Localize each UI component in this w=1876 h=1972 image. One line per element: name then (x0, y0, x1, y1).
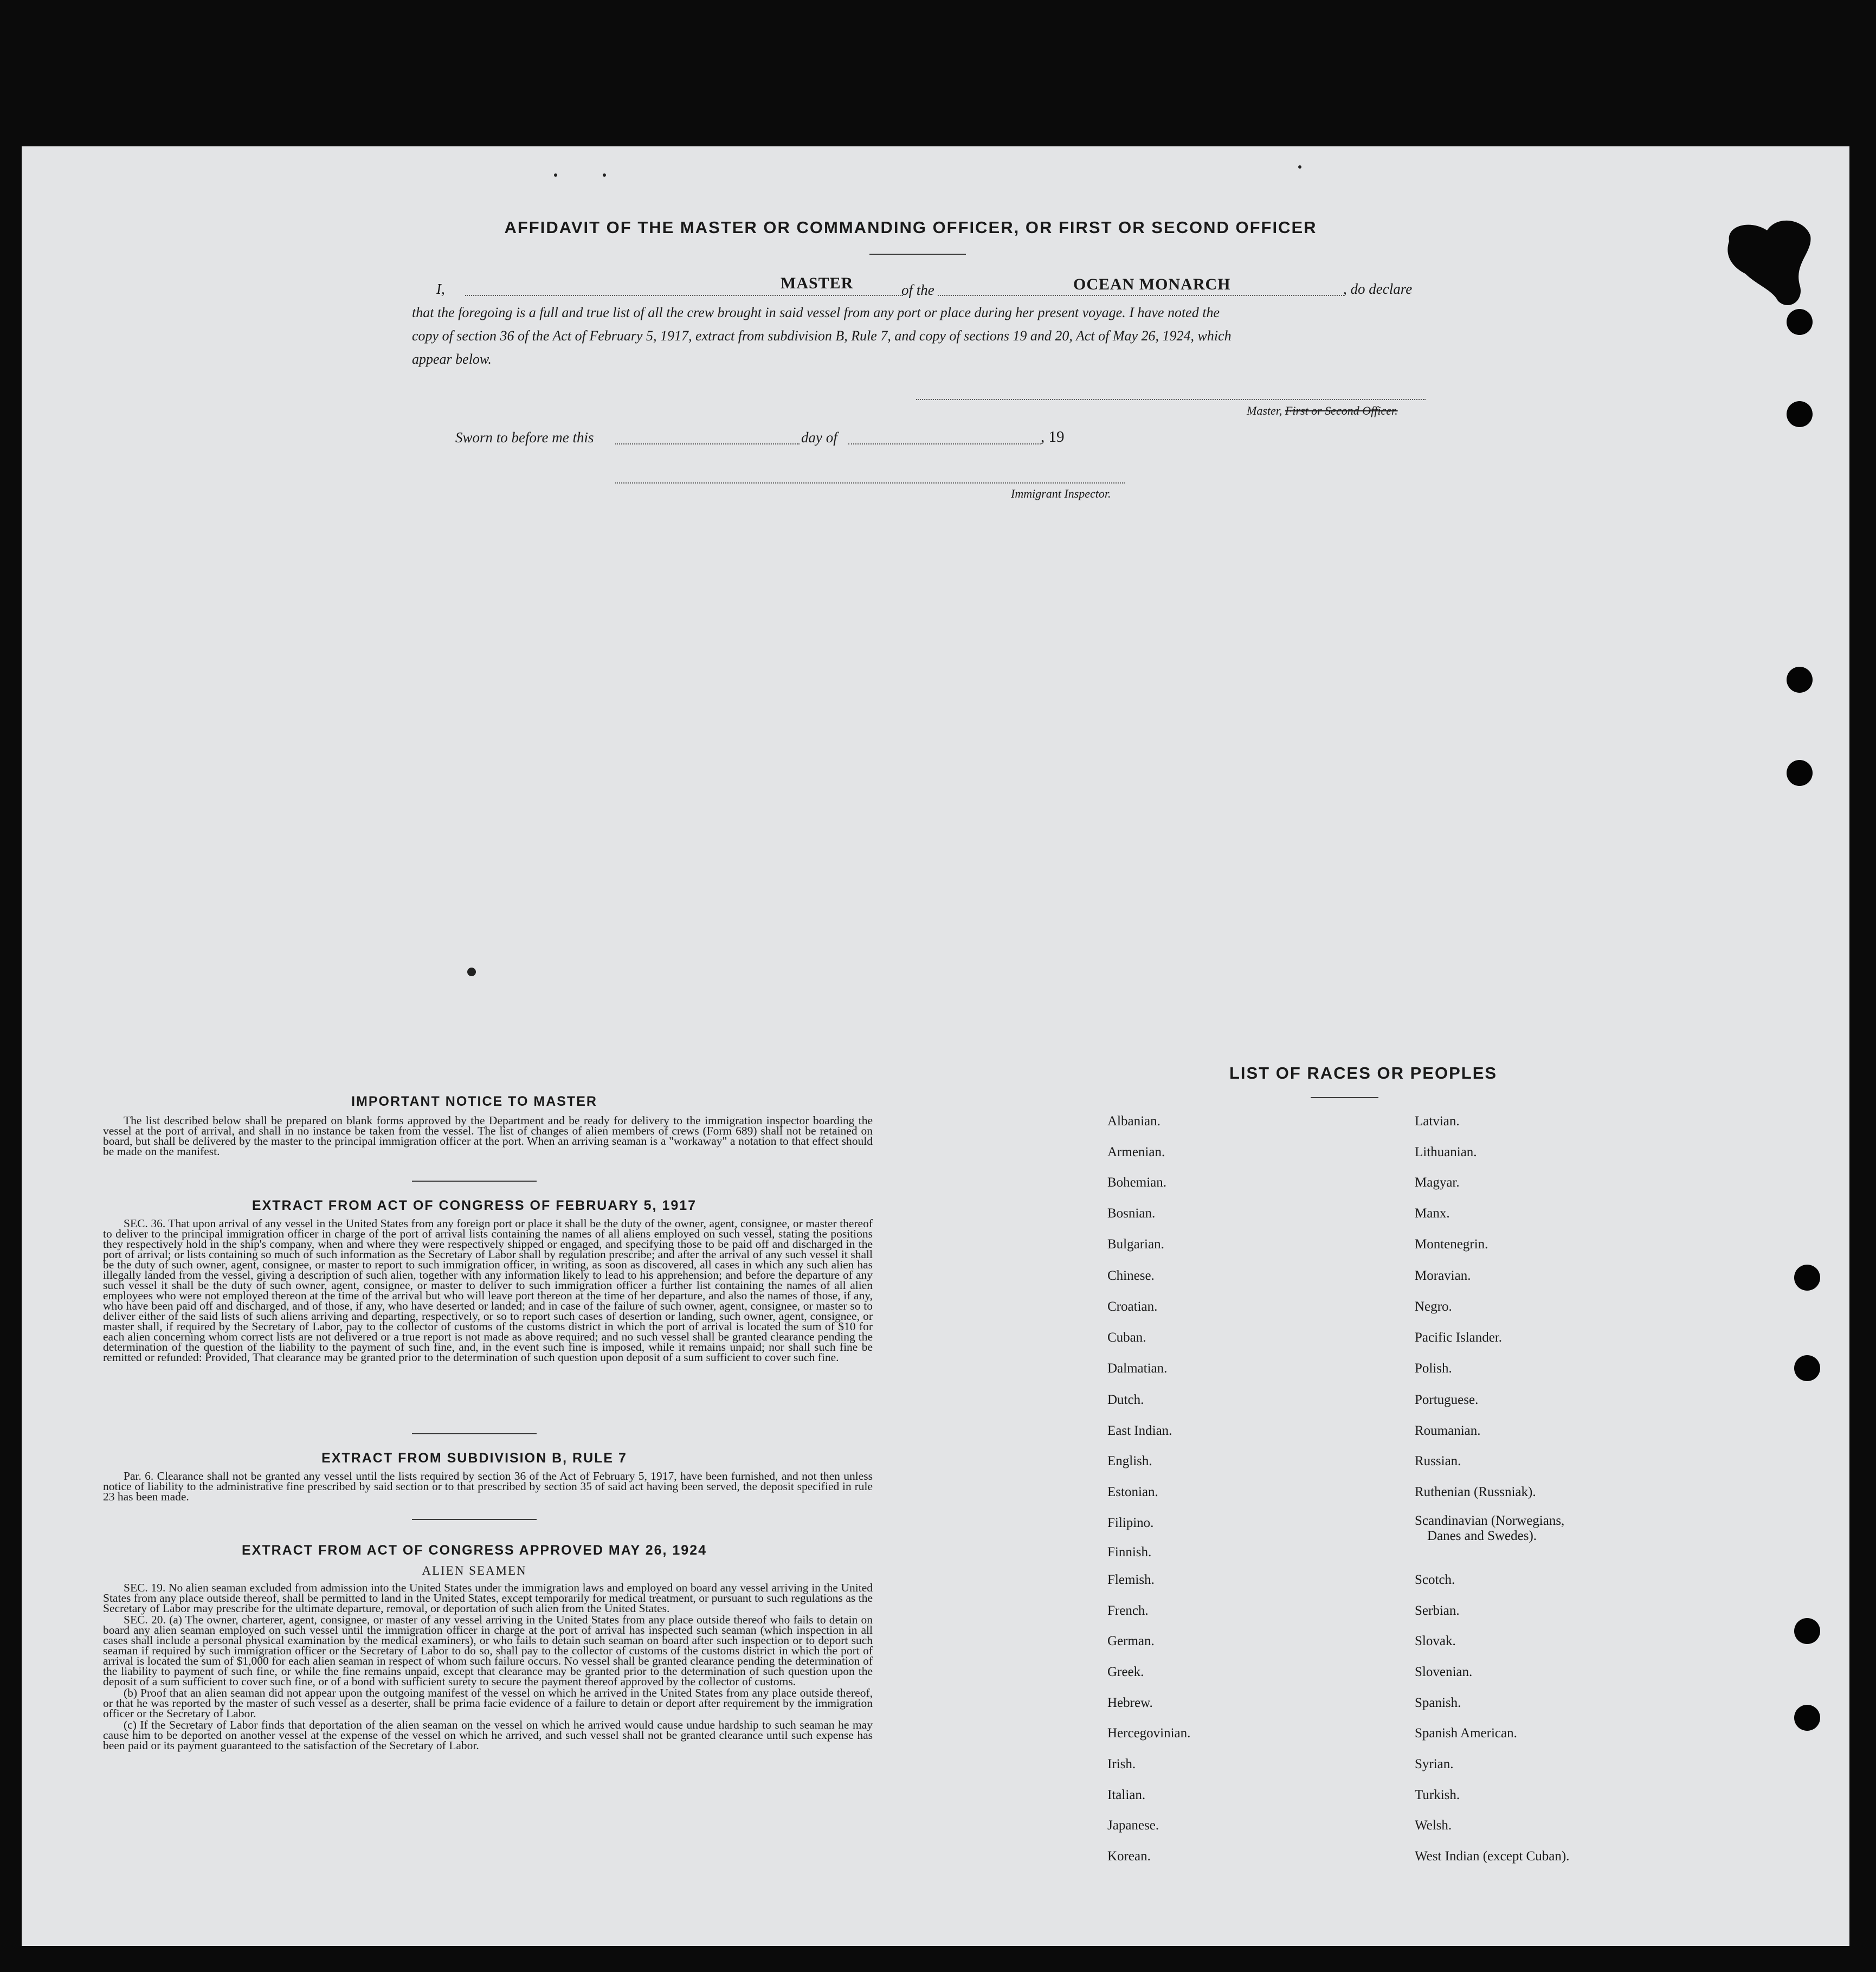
race-item: Lithuanian. (1415, 1145, 1477, 1159)
punch-hole (1787, 309, 1813, 335)
punch-hole (1787, 667, 1813, 693)
sworn-prefix: Sworn to before me this (455, 429, 594, 446)
race-item: German. (1107, 1634, 1155, 1648)
race-item: Danes and Swedes). (1427, 1529, 1537, 1543)
section-divider (412, 1181, 537, 1182)
punch-hole (1794, 1618, 1820, 1644)
extract-1924-sec20a: SEC. 20. (a) The owner, charterer, agent, consignee, or master of any vessel arriving in the United States from any place outside thereof who fails to detain on board any alien seaman employed on such vessel until the immigration officer in charge at the port of arrival has inspected such seaman (which inspection in all cases shall include a personal physical examination by the medical examiners), or who fails to detain such seaman on board after such inspection or to deport such seaman if required by such immigration officer or the Secretary of Labor to do so, shall pay to the collector of customs of the customs district in which the port of arrival is located the sum of $1,000 for each alien seaman in respect of whom such failure occurs. No vessel shall be granted clearance pending the determination of the liability to payment of such fine, or while the fine remains unpaid, except that clearance may be granted prior to the determination of such question upon the deposit of a sum sufficient to cover such fine, or of a bond with sufficient surety to secure the payment thereof approved by the collector of customs. (103, 1613, 873, 1688)
extract-1917-text (103, 1219, 873, 1364)
section-divider (412, 1433, 537, 1434)
race-item: Albanian. (1107, 1114, 1161, 1129)
race-item: Korean. (1107, 1849, 1151, 1864)
signature-caption-prefix: Master, (1247, 404, 1285, 417)
race-item: Chinese. (1107, 1268, 1155, 1283)
race-item: Latvian. (1415, 1114, 1460, 1129)
notice-title: IMPORTANT NOTICE TO MASTER (351, 1094, 597, 1109)
filled-vessel: OCEAN MONARCH (1073, 275, 1231, 293)
affidavit-line-3: copy of section 36 of the Act of February 5, 1917, extract from subdivision B, Rule 7, and copy of sections 19 and 20, Act of May 26, 1924, which (412, 328, 1232, 344)
punch-hole (1794, 1705, 1820, 1731)
race-item: Japanese. (1107, 1818, 1159, 1833)
race-item: Turkish. (1415, 1788, 1460, 1802)
extract-1924-title: EXTRACT FROM ACT OF CONGRESS APPROVED MAY 26, 1924 (241, 1543, 707, 1558)
signature-caption-struck: First or Second Officer. (1285, 404, 1398, 417)
affidavit-line-4: appear below. (412, 351, 492, 367)
notice-text (103, 1116, 873, 1158)
extract-1917-title: EXTRACT FROM ACT OF CONGRESS OF FEBRUARY 5, 1917 (252, 1198, 697, 1213)
race-item: Dutch. (1107, 1393, 1144, 1407)
race-item: Hebrew. (1107, 1696, 1153, 1710)
speck (1298, 165, 1301, 169)
race-item: Welsh. (1415, 1818, 1452, 1833)
extract-1924-subtitle: ALIEN SEAMEN (422, 1564, 527, 1577)
day-of-label: day of (801, 429, 837, 446)
race-item: Italian. (1107, 1788, 1146, 1802)
affidavit-title: AFFIDAVIT OF THE MASTER OR COMMANDING OFFICER, OR FIRST OR SECOND OFFICER (504, 218, 1317, 237)
race-item: Estonian. (1107, 1485, 1158, 1499)
speck (603, 173, 606, 177)
race-item: Cuban. (1107, 1330, 1146, 1345)
extract-1924-sec19: SEC. 19. No alien seaman excluded from admission into the United States under the immigration laws and employed on board any vessel arriving in the United States from any place outside thereof, shall be permitted to land in the United States, except temporarily for medical treatment, or pursuant to such regulations as the Secretary of Labor may prescribe for the ultimate departure, removal, or deportation of such alien from the United States. (103, 1581, 873, 1615)
race-item: Filipino. (1107, 1516, 1154, 1530)
speck (467, 968, 476, 976)
race-item: Hercegovinian. (1107, 1726, 1191, 1741)
sworn-day-line (615, 443, 800, 444)
vessel-line (938, 295, 1344, 296)
race-item: West Indian (except Cuban). (1415, 1849, 1570, 1864)
race-item: Bulgarian. (1107, 1237, 1164, 1252)
signature-caption (1247, 404, 1398, 418)
race-item: Slovenian. (1415, 1665, 1473, 1679)
race-item: East Indian. (1107, 1423, 1172, 1438)
of-the-label: of the (901, 282, 934, 298)
race-item: Polish. (1415, 1361, 1452, 1376)
race-item: Montenegrin. (1415, 1237, 1488, 1252)
race-item: Manx. (1415, 1206, 1450, 1221)
race-item: Moravian. (1415, 1268, 1471, 1283)
extract-rule7-paragraph: Par. 6. Clearance shall not be granted any vessel until the lists required by section 36 of the Act of February 5, 1917, have been furnished, and not then unless notice of liability to the administrative fine prescribed by said section or to that prescribed by section 35 of said act having been served, the deposit specified in rule 23 has been made. (103, 1470, 873, 1503)
race-item: Bohemian. (1107, 1175, 1167, 1190)
extract-1924-text (103, 1583, 873, 1752)
races-title-divider (1311, 1097, 1378, 1098)
race-item: Slovak. (1415, 1634, 1456, 1648)
title-divider (869, 254, 966, 255)
race-item: Armenian. (1107, 1145, 1165, 1159)
race-item: Pacific Islander. (1415, 1330, 1503, 1345)
ink-blot (1718, 209, 1816, 317)
notice-paragraph: The list described below shall be prepared on blank forms approved by the Department and be ready for delivery to the immigration inspector boarding the vessel at the port of arrival, and shall in no instance be taken from the vessel. The list of changes of alien members of crews (Form 689) shall not be retained on board, but shall be delivered by the master to the principal immigration officer at the port. When an arriving seaman is a "workaway" a notation to that effect should be made on the manifest. (103, 1114, 873, 1158)
race-item: Dalmatian. (1107, 1361, 1168, 1376)
race-item: Croatian. (1107, 1299, 1158, 1314)
punch-hole (1794, 1355, 1820, 1381)
do-declare: , do declare (1343, 281, 1413, 297)
race-item: Portuguese. (1415, 1393, 1479, 1407)
race-item: Spanish American. (1415, 1726, 1517, 1741)
race-item: Ruthenian (Russniak). (1415, 1485, 1536, 1499)
race-item: Negro. (1415, 1299, 1452, 1314)
race-item: Flemish. (1107, 1573, 1155, 1587)
speck (554, 173, 557, 177)
year-label: , 19 (1041, 428, 1065, 446)
race-item: Magyar. (1415, 1175, 1460, 1190)
race-item: Finnish. (1107, 1545, 1152, 1559)
inspector-line (615, 482, 1125, 484)
race-item: Roumanian. (1415, 1423, 1481, 1438)
punch-hole (1787, 401, 1813, 427)
race-item: Irish. (1107, 1757, 1136, 1771)
race-item: Serbian. (1415, 1603, 1460, 1618)
race-item: Scandinavian (Norwegians, (1415, 1513, 1565, 1528)
race-item: Greek. (1107, 1665, 1144, 1679)
signature-line (916, 399, 1426, 400)
extract-rule7-text (103, 1471, 873, 1503)
extract-1917-paragraph: SEC. 36. That upon arrival of any vessel in the United States from any foreign port or place it shall be the duty of the owner, agent, consignee, or master thereof to deliver to the principal immigration officer in charge of the port of arrival lists containing the names of all aliens employed on such vessel, stating the positions they respectively hold in the ship's company, when and where they were respectively shipped or engaged, and specifying those to be paid off and discharged in the port of arrival; or lists containing so much of such information as the Secretary of Labor shall by regulation prescribe; and after the arrival of any such vessel it shall be the duty of such owner, agent, consignee, or master to report to such immigration officer, in writing, as soon as discovered, all cases in which any such alien has illegally landed from the vessel, giving a description of such alien, together with any information likely to lead to his apprehension; and before the departure of any such vessel it shall be the duty of such owner, agent, consignee, or master to deliver to such immigration officer a further list containing the names of all alien employees who were not employed thereon at the time of the arrival but who will leave port thereon at the time of her departure, and also the names of those, if any, who have been paid off and discharged, and of those, if any, who have deserted or landed; and in case of the failure of such owner, agent, consignee, or master so to deliver either of the said lists of such aliens arriving and departing, respectively, or so to report such cases of desertion or landing, such owner, agent, consignee, or master shall, if required by the Secretary of Labor, pay to the collector of customs of the customs district in which the port of arrival is located the sum of $10 for each alien concerning whom correct lists are not delivered or a true report is not made as above required; and no such vessel shall be granted clearance pending the determination of the question of the liability to the payment of such fine, and, in the event such fine is imposed, while it remains unpaid; nor shall such fine be remitted or refunded: Provided, That clearance may be granted prior to the determination of such question upon deposit of a sum sufficient to cover such fine. (103, 1217, 873, 1364)
race-item: French. (1107, 1603, 1149, 1618)
race-item: English. (1107, 1454, 1152, 1468)
affidavit-i: I, (436, 281, 445, 297)
punch-hole (1794, 1265, 1820, 1291)
affidavit-line-2: that the foregoing is a full and true list of all the crew brought in said vessel from any port or place during her present voyage. I have noted the (412, 305, 1220, 320)
inspector-caption: Immigrant Inspector. (1011, 487, 1111, 500)
section-divider (412, 1519, 537, 1520)
extract-rule7-title: EXTRACT FROM SUBDIVISION B, RULE 7 (321, 1451, 627, 1466)
extract-1924-sec20b: (b) Proof that an alien seaman did not appear upon the outgoing manifest of the vessel on which he arrived in the United States from any place outside thereof, or that he was reported by the master of such vessel as a deserter, shall be prima facie evidence of a failure to detain or deport after requirement by the immigration officer or the Secretary of Labor. (103, 1686, 873, 1720)
sworn-month-line (848, 443, 1041, 444)
rank-line (465, 295, 903, 296)
races-title: LIST OF RACES OR PEOPLES (1229, 1064, 1498, 1082)
race-item: Scotch. (1415, 1573, 1455, 1587)
race-item: Bosnian. (1107, 1206, 1156, 1221)
race-item: Spanish. (1415, 1696, 1461, 1710)
filled-rank: MASTER (781, 274, 854, 292)
punch-hole (1787, 760, 1813, 786)
extract-1924-sec20c: (c) If the Secretary of Labor finds that deportation of the alien seaman on the vessel on which he arrived would cause undue hardship to such seaman he may cause him to be deported on another vessel at the expense of the vessel on which he arrived, and such vessel shall not be granted clearance until such expense has been paid or its payment guaranteed to the satisfaction of the Secretary of Labor. (103, 1718, 873, 1752)
race-item: Syrian. (1415, 1757, 1454, 1771)
race-item: Russian. (1415, 1454, 1461, 1468)
